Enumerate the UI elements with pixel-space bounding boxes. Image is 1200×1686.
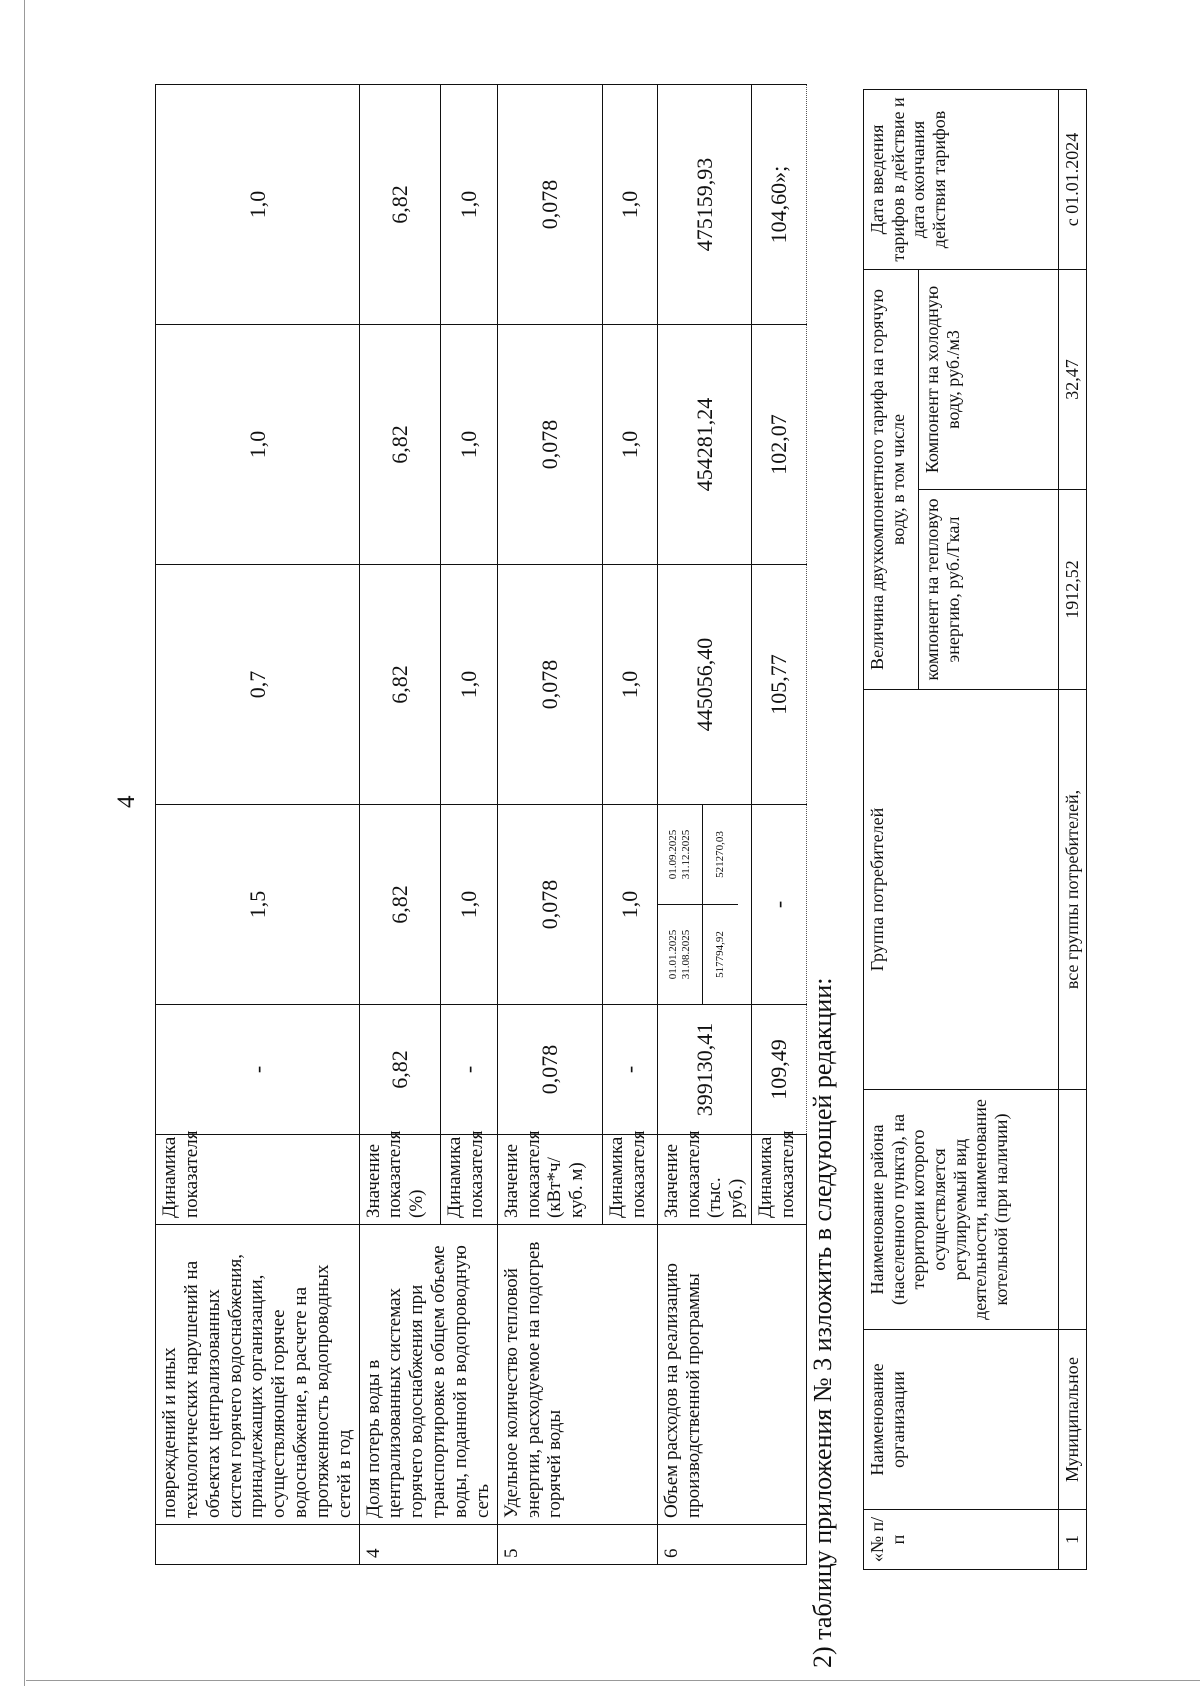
table-row: [1059, 90, 1087, 1570]
indicator-type: Значение показателя (кВт*ч/куб. м): [497, 1135, 602, 1225]
date-cell: с 01.01.2024: [1059, 90, 1087, 270]
column-header: Наименование организации: [864, 1330, 1059, 1510]
value-cell: 1,0: [602, 85, 657, 325]
row-number: [156, 1525, 360, 1565]
value-cell: 6,82: [359, 565, 441, 805]
column-header: компонент на тепловую энергию, руб./Гкал: [919, 490, 1059, 690]
value-cell: 6,82: [359, 1005, 441, 1135]
split-period-cell: [657, 805, 751, 1005]
indicator-type: Динамика показателя: [156, 1135, 360, 1225]
page-number: 4: [113, 795, 140, 808]
table-row: [497, 85, 602, 1565]
section-heading: 2) таблицу приложения № 3 изложить в следующей редакции:: [808, 977, 837, 1668]
table-row: [156, 85, 360, 1565]
value-cell: 1,5: [156, 805, 360, 1005]
value-cell: 32,47: [1059, 270, 1087, 490]
value-cell: 0,078: [497, 325, 602, 565]
value-cell: 6,82: [359, 85, 441, 325]
period-label: 01.09.2025 31.12.2025: [658, 805, 703, 905]
indicator-name: повреждений и иных технологических нарушений на объектах централизованных систем горячего водоснабжения, принадлежащих организации, осуществляющей горячее водоснабжение, в расчете на протяженность водопроводных сетей в год: [156, 1225, 360, 1525]
indicator-type: Динамика показателя: [441, 1135, 497, 1225]
value-cell: 1,0: [602, 325, 657, 565]
value-cell: 0,078: [497, 85, 602, 325]
indicator-type: Динамика показателя: [752, 1135, 807, 1225]
value-cell: 0,078: [497, 1005, 602, 1135]
value-cell: -: [441, 1005, 497, 1135]
value-cell: 1,0: [441, 565, 497, 805]
value-cell: 6,82: [359, 805, 441, 1005]
table-row: [657, 85, 751, 1565]
value-cell: 0,078: [497, 805, 602, 1005]
column-header: «№ п/п: [864, 1510, 1059, 1570]
value-cell: 1912,52: [1059, 490, 1087, 690]
row-number: 6: [657, 1525, 806, 1565]
value-cell: 105,77: [752, 565, 807, 805]
value-cell: 1,0: [156, 85, 360, 325]
value-cell: 454281,24: [657, 325, 751, 565]
value-cell: 445056,40: [657, 565, 751, 805]
indicator-type: Значение показателя (%): [359, 1135, 441, 1225]
value-cell: 517794,92: [703, 905, 738, 1005]
group-cell: все группы потребителей,: [1059, 690, 1087, 1090]
row-number: 5: [497, 1525, 657, 1565]
value-cell: 1,0: [441, 85, 497, 325]
value-cell: 475159,93: [657, 85, 751, 325]
column-header: Группа потребителей: [864, 690, 1059, 1090]
table-row: [359, 85, 441, 1565]
tariff-table: [863, 90, 1085, 1570]
row-number: 1: [1059, 1510, 1087, 1570]
value-cell: 0,078: [497, 565, 602, 805]
value-cell: 0,7: [156, 565, 360, 805]
indicator-type: Значение показателя (тыс. руб.): [657, 1135, 751, 1225]
value-cell: 1,0: [602, 805, 657, 1005]
table-header-row: [864, 90, 919, 1570]
indicators-table: [155, 85, 798, 1565]
value-cell: 399130,41: [657, 1005, 751, 1135]
value-cell: 1,0: [441, 325, 497, 565]
value-cell: -: [156, 1005, 360, 1135]
value-cell: 109,49: [752, 1005, 807, 1135]
value-cell: 6,82: [359, 325, 441, 565]
value-cell: 1,0: [441, 805, 497, 1005]
value-cell: 104,60»;: [752, 85, 807, 325]
indicator-name: Доля потерь воды в централизованных системах горячего водоснабжения при транспортировке в общем объеме воды, поданной в водопроводную сеть: [359, 1225, 497, 1525]
indicator-name: Объем расходов на реализацию производственной программы: [657, 1225, 806, 1525]
indicator-type: Динамика показателя: [602, 1135, 657, 1225]
org-cell: Муниципальное: [1059, 1330, 1087, 1510]
district-cell: [1059, 1090, 1087, 1330]
column-header: Дата введения тарифов в действие и дата окончания действия тарифов: [864, 90, 1059, 270]
scan-edge: [26, 1680, 1200, 1681]
indicator-name: Удельное количество тепловой энергии, расходуемое на подогрев горячей воды: [497, 1225, 657, 1525]
value-cell: -: [602, 1005, 657, 1135]
value-cell: 1,0: [156, 325, 360, 565]
column-header: Величина двухкомпонентного тарифа на горячую воду, в том числе: [864, 270, 919, 690]
row-number: 4: [359, 1525, 497, 1565]
value-cell: 1,0: [602, 565, 657, 805]
value-cell: 102,07: [752, 325, 807, 565]
period-label: 01.01.2025 31.08.2025: [658, 905, 703, 1005]
value-cell: -: [752, 805, 807, 1005]
value-cell: 521270,03: [703, 805, 738, 905]
scan-edge: [24, 0, 25, 1686]
column-header: Компонент на холодную воду, руб./м3: [919, 270, 1059, 490]
column-header: Наименование района (населенного пункта), на территории которого осуществляется регулируемый вид деятельности, наименование котельной (при наличии): [864, 1090, 1059, 1330]
